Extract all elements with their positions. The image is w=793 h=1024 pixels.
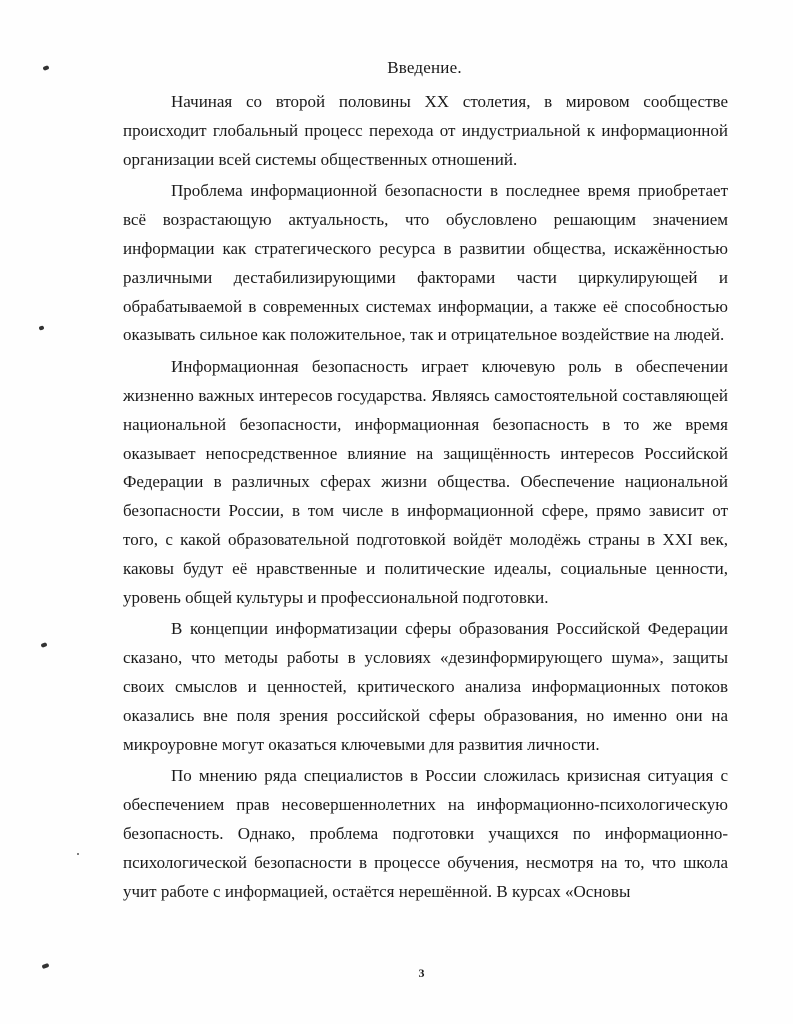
scan-dot — [77, 853, 79, 855]
document-body — [123, 88, 728, 909]
paragraph-1: Начиная со второй половины XX столетия, в мировом сообществе происходит глобальный процесс перехода от индустриальной к информационной организации всей системы общественных отношений. — [123, 92, 728, 169]
page-number: 3 — [418, 966, 425, 980]
paragraph-2: Проблема информационной безопасности в последнее время приобретает всё возрастающую актуальность, что обусловлено решающим значением информации как стратегического ресурса в развитии общества, искажённостью различными дестабилизирующими факторами части циркулирующей и обрабатываемой в современных системах информации, а также её способностью оказывать сильное как положительное, так и отрицательное воздействие на людей. — [123, 181, 728, 345]
paragraph-5: По мнению ряда специалистов в России сложилась кризисная ситуация с обеспечением прав несовершеннолетних на информационно-психологическую безопасность. Однако, проблема подготовки учащихся по информационно-психологической безопасности в процессе обучения, несмотря на то, что школа учит работе с информацией, остаётся нерешённой. В курсах «Основы — [123, 766, 728, 901]
page-title: Введение. — [387, 58, 462, 77]
scan-mark — [38, 325, 44, 330]
scan-mark — [40, 642, 47, 648]
paragraph-3: Информационная безопасность играет ключевую роль в обеспечении жизненно важных интересов государства. Являясь самостоятельной составляющей национальной безопасности, информационная безопасность в то же время оказывает непосредственное влияние на защищённость интересов Российской Федерации в различных сферах жизни общества. Обеспечение национальной безопасности России, в том числе в информационной сфере, прямо зависит от того, с какой образовательной подготовкой войдёт молодёжь страны в XXI век, каковы будут её нравственные и политические идеалы, социальные ценности, уровень общей культуры и профессиональной подготовки. — [123, 357, 728, 607]
paragraph-4: В концепции информатизации сферы образования Российской Федерации сказано, что методы работы в условиях «дезинформирующего шума», защиты своих смыслов и ценностей, критического анализа информационных потоков оказались вне поля зрения российской сферы образования, но именно они на микроуровне могут оказаться ключевыми для развития личности. — [123, 619, 728, 754]
